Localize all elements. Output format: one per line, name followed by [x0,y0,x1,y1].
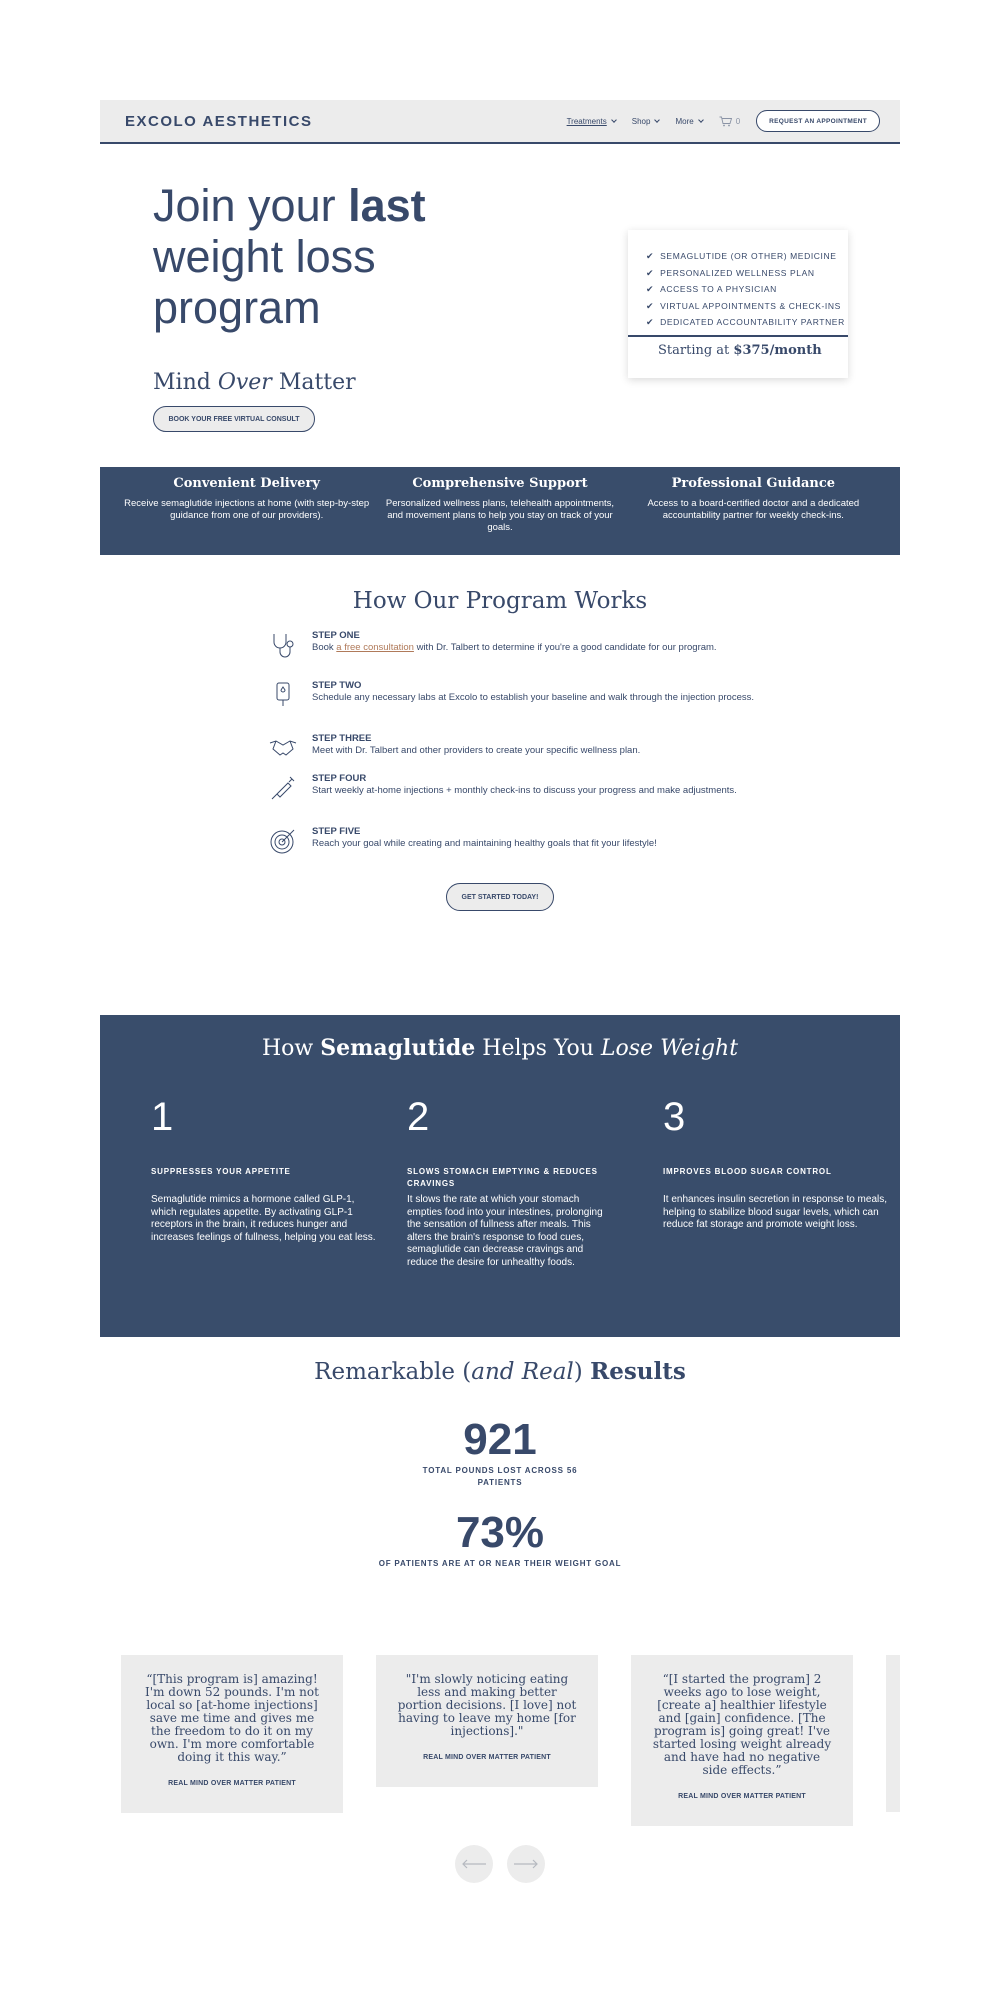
arrow-right-icon [513,1859,539,1869]
testimonial-card [121,1655,343,1813]
site-header [100,100,900,144]
step-desc: Meet with Dr. Talbert and other providers to create your specific wellness plan. [312,745,641,756]
check-icon: ✔ [646,251,655,261]
stat-value: 73% [455,1508,545,1557]
feature-title: Professional Guidance [671,476,836,491]
pricing-item-label: ACCESS TO A PHYSICIAN [660,284,777,294]
price-value: $375/month [733,343,822,358]
stat-percent [0,1508,1000,1570]
pricing-item [646,265,848,282]
step-desc: Schedule any necessary labs at Excolo to establish your baseline and walk through the injection process. [312,692,755,703]
get-started-button[interactable]: GET STARTED TODAY! [446,883,554,911]
nav-more-label: More [675,116,694,126]
step-five [268,826,768,856]
results-title-italic: and Real [471,1359,574,1385]
chevron-down-icon [655,117,661,123]
results-title-part1: Remarkable ( [314,1359,472,1385]
hero-title [153,180,473,333]
carousel-next-button[interactable] [507,1845,545,1883]
step-label: STEP TWO [312,680,362,691]
pricing-item-label: VIRTUAL APPOINTMENTS & CHECK-INS [660,300,841,311]
feature-title: Comprehensive Support [412,476,588,491]
features-band [100,467,900,555]
pricing-item-label: SEMAGLUTIDE (OR OTHER) MEDICINE [660,251,837,261]
step-pre: Book [312,642,337,653]
sema-col-2 [407,1095,607,1269]
step-text [312,773,737,803]
nav-more[interactable] [675,117,702,126]
cart-icon [719,116,732,127]
sema-text: It slows the rate at which your stomach empties food into your intestines, prolonging the sensation of fullness after meals. This alters the brain's response to food cues, semaglutide can decrease cravings and reduce the desire for unhealthy foods. [407,1194,603,1268]
pricing-item [646,248,848,265]
feature-support [373,467,626,555]
step-desc: Reach your goal while creating and maintaining healthy goals that fit your lifestyle! [312,838,657,849]
step-label: STEP FOUR [312,773,367,784]
feature-text: Personalized wellness plans, telehealth appointments, and movement plans to help you stay on track of your goals. [385,498,615,533]
sema-title-part2: Helps You [475,1036,601,1061]
feature-text: Receive semaglutide injections at home (with step-by-step guidance from one of our providers). [124,498,370,521]
sema-number: 1 [151,1095,174,1139]
price-text [658,343,822,358]
cart-button[interactable] [719,116,740,127]
testimonial-card [376,1655,598,1787]
check-icon: ✔ [646,284,655,294]
sema-col-3 [663,1095,888,1232]
step-label: STEP ONE [312,630,360,641]
step-desc: Start weekly at-home injections + monthly check-ins to discuss your progress and make adjustments. [312,785,737,796]
feature-text: Access to a board-certified doctor and a dedicated accountability partner for weekly check-ins. [647,498,860,521]
step-three [268,733,768,763]
results-title [0,1358,1000,1385]
sema-number: 3 [663,1095,686,1139]
pricing-item-label: DEDICATED ACCOUNTABILITY PARTNER [660,317,845,327]
sema-heading: SLOWS STOMACH EMPTYING & REDUCES CRAVINGS [407,1167,598,1188]
tagline-italic: Over [217,370,272,395]
pricing-item [646,314,848,331]
card-divider [628,335,848,337]
step-four [268,773,768,803]
sema-number: 2 [407,1095,430,1139]
nav-shop[interactable] [632,117,660,126]
testimonial-author: REAL MIND OVER MATTER PATIENT [678,1793,806,1800]
handshake-icon [268,733,298,763]
step-text [312,733,640,763]
pricing-item-label: PERSONALIZED WELLNESS PLAN [660,267,815,278]
chevron-down-icon [698,117,704,123]
carousel-prev-button[interactable] [455,1845,493,1883]
feature-guidance [627,467,880,555]
stat-value: 921 [463,1415,537,1464]
testimonial-quote: “[I started the program] 2 weeks ago to lose weight, [create a] healthier lifestyle and [gain] confidence. [The program is] going great! I've started losing weight already and have had no negative side effects.” [652,1672,832,1777]
hero-title-part2: weight loss program [153,231,376,333]
sema-title-bold: Semaglutide [320,1035,476,1061]
feature-title: Convenient Delivery [173,476,320,491]
book-consult-button[interactable]: BOOK YOUR FREE VIRTUAL CONSULT [153,406,315,432]
feature-delivery [120,467,373,555]
stethoscope-icon [268,630,298,660]
testimonial-author: REAL MIND OVER MATTER PATIENT [168,1780,296,1787]
pricing-list [646,248,848,331]
pricing-card [628,230,848,378]
main-nav [567,110,880,132]
stat-label: TOTAL POUNDS LOST ACROSS 56 [422,1466,578,1475]
nav-treatments[interactable] [567,117,616,126]
stat-label: PATIENTS [477,1478,523,1487]
step-label: STEP FIVE [312,826,361,837]
sema-title-italic: Lose Weight [600,1036,739,1061]
pricing-item [646,298,848,315]
target-icon [268,826,298,856]
step-label: STEP THREE [312,733,372,744]
sema-title-part1: How [261,1036,321,1061]
step-text [312,680,754,710]
sema-text: Semaglutide mimics a hormone called GLP-1, which regulates appetite. By activating GLP-1 receptors in the brain, it reduces hunger and increases feelings of fullness, helping you eat less. [151,1194,376,1243]
tagline-part2: Matter [271,370,356,395]
step-text [312,826,657,856]
check-icon: ✔ [646,317,655,327]
pricing-item [646,281,848,298]
check-icon: ✔ [646,267,655,278]
results-title-part2: ) [573,1359,591,1385]
hero-title-part1: Join your [153,180,349,231]
arrow-left-icon [461,1859,487,1869]
nav-shop-label: Shop [631,116,651,126]
request-appointment-button[interactable]: REQUEST AN APPOINTMENT [756,110,880,132]
hero-tagline [153,370,356,395]
sema-title [100,1035,900,1061]
nav-treatments-label: Treatments [566,116,607,126]
semaglutide-section [100,1015,900,1337]
chevron-down-icon [611,117,617,123]
step-text [312,630,717,660]
testimonial-card [631,1655,853,1826]
sema-heading: SUPPRESSES YOUR APPETITE [151,1167,291,1176]
step-two [268,680,768,710]
step-one [268,630,768,660]
how-title: How Our Program Works [352,588,648,614]
check-icon: ✔ [646,300,655,311]
sema-col-1 [151,1095,376,1244]
hero-title-bold: last [348,180,426,231]
testimonial-quote: “[This program is] amazing! I'm down 52 pounds. I'm not local so [at-home injections] save me time and gives me the freedom to do it on my own. I'm more comfortable doing it this way.” [145,1672,319,1764]
testimonial-author: REAL MIND OVER MATTER PATIENT [423,1754,551,1761]
free-consultation-link[interactable]: a free consultation [336,642,414,653]
sema-text: It enhances insulin secretion in response to meals, helping to stabilize blood sugar levels, which can reduce fat storage and promote weight loss. [663,1194,888,1230]
cart-count: 0 [735,116,741,126]
price-prefix: Starting at [658,343,734,358]
site-logo[interactable]: EXCOLO AESTHETICS [125,112,313,130]
stat-label: OF PATIENTS ARE AT OR NEAR THEIR WEIGHT GOAL [378,1559,622,1568]
testimonial-card-peek [886,1655,900,1812]
iv-bag-icon [268,680,298,710]
testimonial-quote: "I'm slowly noticing eating less and making better portion decisions. [I love] not having to leave my home [for injections]." [397,1672,577,1738]
step-desc: with Dr. Talbert to determine if you're a good candidate for our program. [413,642,717,653]
syringe-icon [268,773,298,803]
stat-pounds [0,1415,1000,1489]
sema-heading: IMPROVES BLOOD SUGAR CONTROL [663,1167,832,1176]
tagline-part1: Mind [153,370,218,395]
results-title-bold: Results [590,1358,686,1385]
